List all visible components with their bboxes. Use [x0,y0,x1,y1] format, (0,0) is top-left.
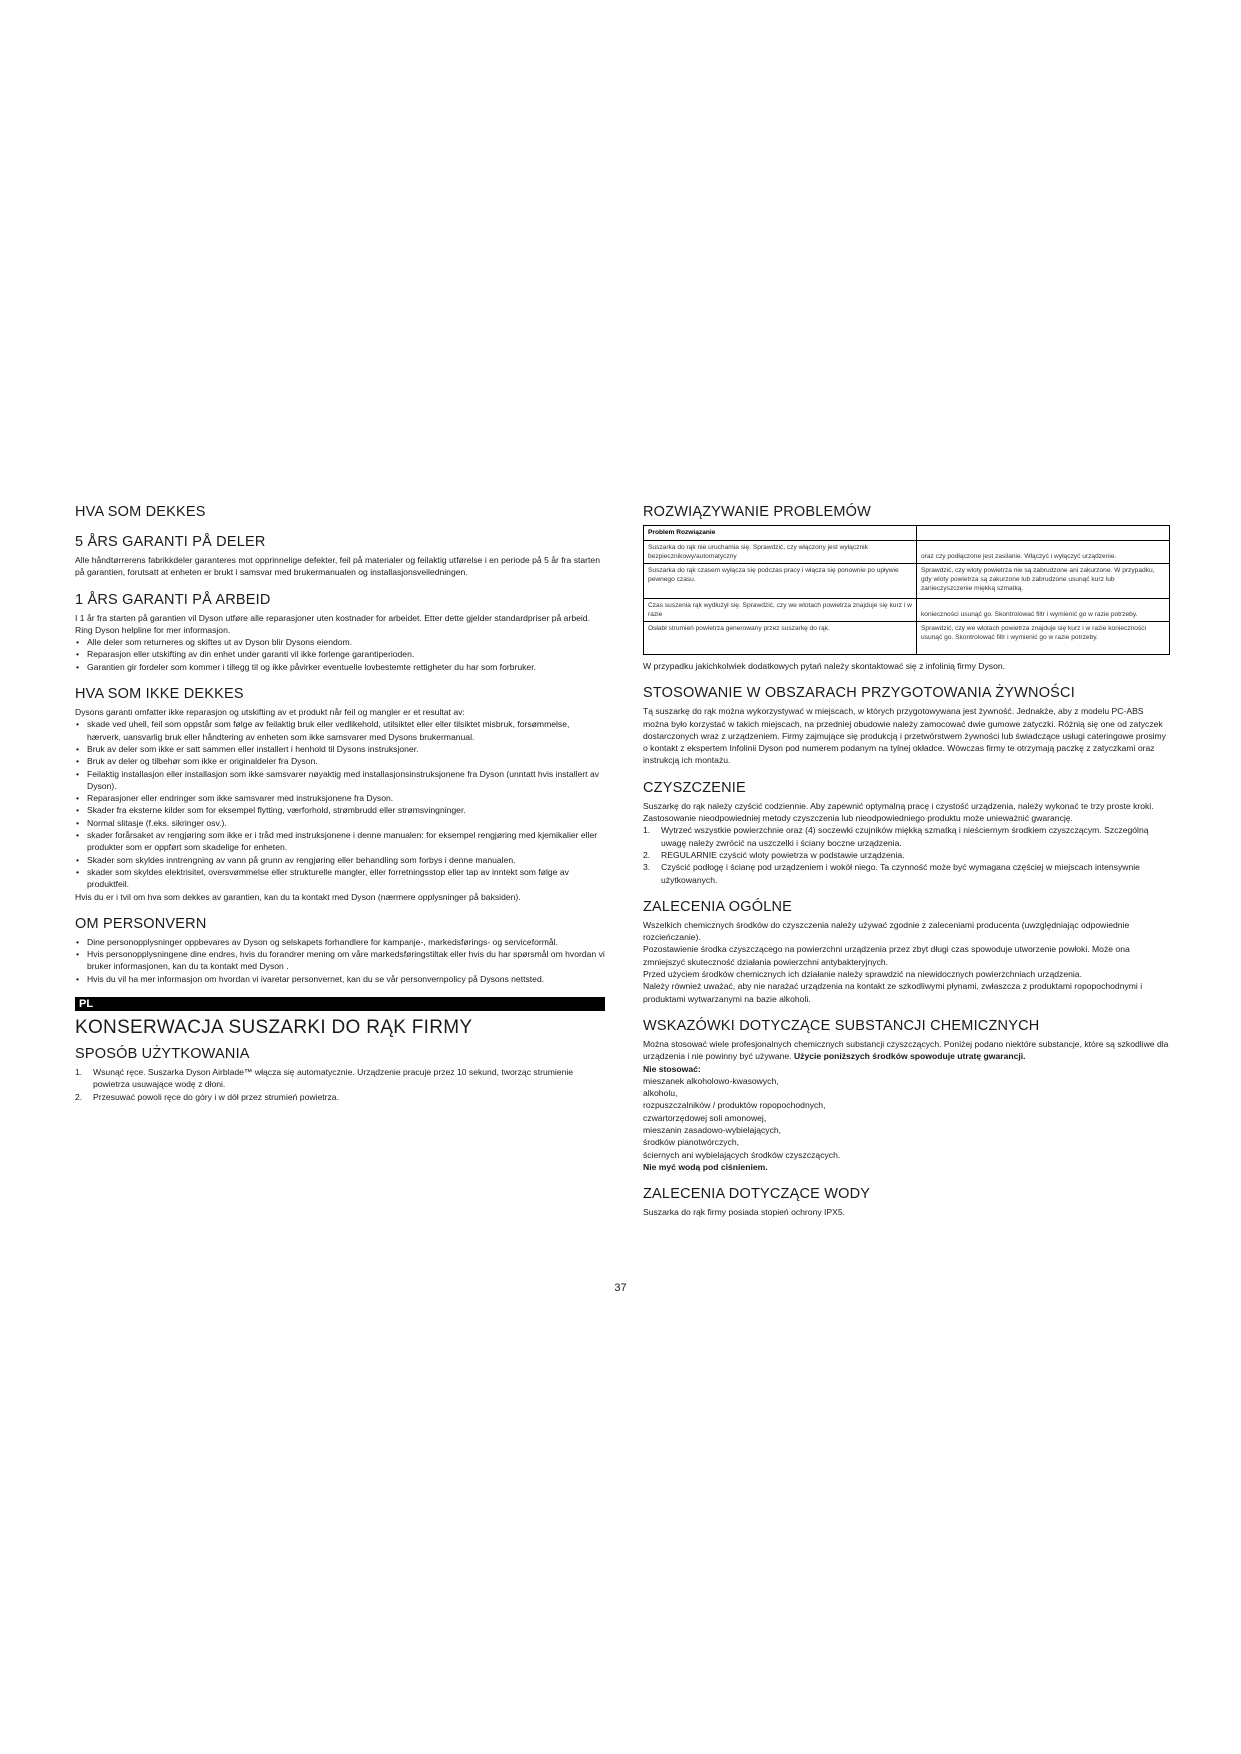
item-number: 1. [75,1067,83,1078]
list-item: • Bruk av deler og tilbehør som ikke er originaldeler fra Dyson. [75,755,605,767]
item-number: 2. [75,1091,83,1102]
page-number: 37 [614,1282,627,1294]
list-item: • Alle deler som returneres og skiftes ut av Dyson blir Dysons eiendom. [75,636,605,648]
list-item [75,1066,605,1091]
list-item: • Dine personopplysninger oppbevares av Dyson og selskapets forhandlere for kampanje-, markedsførings- og serviceformål. [75,936,605,948]
section-title-coverage: HVA SOM DEKKES [75,504,206,520]
table-header-row [644,526,1170,541]
general-line: Przed użyciem środków chemicznych ich działanie należy sprawdzić na niewidocznych powierzchniach urządzenia. [643,969,1082,980]
table-cell-problem: Osłabł strumień powietrza generowany przez suszarkę do rąk. [644,622,917,655]
section-title-cleaning: CZYSZCZENIE [643,779,746,796]
warranty-warning: Użycie poniższych środków spowoduje utratę gwarancji. [793,1051,1026,1062]
cleaning-list [643,824,1170,885]
table-cell-solution: oraz czy podłączone jest zasilanie. Włączyć i wyłączyć urządzenie. [917,541,1170,564]
table-cell-solution: konieczności usunąć go. Skontrolować filtr i wymienić go w razie potrzeby. [917,599,1170,622]
water-text: Suszarka do rąk firmy posiada stopień ochrony IPX5. [643,1207,846,1218]
item-number: 3. [643,862,651,873]
helpline-text: Ring Dyson helpline for mer informasjon. [75,624,231,635]
item-text: REGULARNIE czyścić wloty powietrza w podstawie urządzenia. [661,849,905,860]
list-item: • Skader som skyldes inntrengning av vann på grunn av rengjøring eller behandling som forbys i denne manualen. [75,854,605,866]
list-item: • skader som skyldes elektrisitet, oversvømmelse eller strukturelle mangler, eller forretningsstop eller tap av inntekt som følge av produktfeil. [75,866,605,891]
troubleshooting-table [643,525,1170,655]
item-text: Wytrzeć wszystkie powierzchnie oraz (4) soczewki czujników miękką szmatką i nieściernym środkiem czyszczącym. Szczególną uwagę należy zwrócić na uszczelki i ściany boczne urządzenia. [661,825,1149,848]
parts-warranty-text: Alle håndtørrerens fabrikkdeler garanteres mot opprinnelige defekter, feil på materialer og feilaktig utførelse i en periode på 5 år fra starten på garantien, forutsatt at enheten er brukt i samsvar med brukermanualen og installasjonsveiledningen. [75,555,600,578]
not-covered-list [75,718,605,890]
item-text: Przesuwać powoli ręce do góry i w dół przez strumień powietrza. [93,1091,339,1102]
table-cell-problem: Suszarka do rąk nie uruchamia się. Sprawdzić, czy włączony jest wyłącznik bezpiecznikowy/automatyczny [644,541,917,564]
item-number: 1. [643,825,651,836]
general-line: Należy również uważać, aby nie narażać urządzenia na kontakt ze szkodliwymi płynami, zwłaszcza z produktami ropopochodnymi i produktami wytwarzanymi na bazie alkoholi. [643,981,1143,1004]
language-bar-pl: PL [75,997,605,1011]
section-title-chemicals: WSKAZÓWKI DOTYCZĄCE SUBSTANCJI CHEMICZNYCH [643,1017,1040,1034]
table-row [644,599,1170,622]
section-title-usage: SPOSÓB UŻYTKOWANIA [75,1046,250,1063]
section-title-water: ZALECENIA DOTYCZĄCE WODY [643,1186,871,1203]
list-item [75,1091,605,1103]
list-item [643,824,1170,849]
right-column [643,503,1170,1219]
item-text: Czyścić podłogę i ścianę pod urządzeniem i wokół niego. Ta czynność może być wymagana częściej w miejscach intensywnie użytkowanych. [661,862,1140,885]
item-text: Wsunąć ręce. Suszarka Dyson Airblade™ włącza się automatycznie. Urządzenie pracuje przez 10 sekund, tworząc strumienie powietrza usuwające wodę z dłoni. [93,1067,574,1090]
general-line: Wszelkich chemicznych środków do czyszczenia należy używać zgodnie z zaleceniami producenta (uwzględniając odpowiednie rozcieńczanie). [643,919,1130,943]
section-title-general: ZALECENIA OGÓLNE [643,898,793,915]
list-item: • Reparasjon eller utskifting av din enhet under garanti vil ikke forlenge garantiperioden. [75,648,605,660]
list-item: • Garantien gir fordeler som kommer i tillegg til og ikke påvirker eventuelle lovbestemte rettigheter du har som forbruker. [75,661,605,673]
section-title-parts-warranty: 5 ÅRS GARANTI PÅ DELER [75,534,266,550]
list-item [643,861,1170,886]
section-title-troubleshooting: ROZWIĄZYWANIE PROBLEMÓW [643,504,872,520]
list-item: • skader forårsaket av rengjøring som ikke er i tråd med instruksjonene i denne manualen: for eksempel rengjøring med kjemikalier eller produkter som er oppført som skadelige for enheten. [75,829,605,854]
labour-warranty-text: I 1 år fra starten på garantien vil Dyson utføre alle reparasjoner uten kostnader for arbeidet. Etter dette gjelder standardpriser på arbeid. [75,612,590,623]
section-title-privacy: OM PERSONVERN [75,915,207,932]
item-number: 2. [643,849,651,860]
list-item: • Reparasjoner eller endringer som ikke samsvarer med instruksjonene fra Dyson. [75,792,605,804]
list-item [643,849,1170,861]
list-item: • skade ved uhell, feil som oppstår som følge av feilaktig bruk eller vedlikehold, utilsiktet eller eller tilsiktet misbruk, forsømmelse, hærverk, uansvarlig bruk eller håndtering av enheten som ikke samsvarer med Dysons brukermanual. [75,718,605,743]
table-header-cell: Problem Rozwiązanie [644,526,917,541]
chemical-item: ściernych ani wybielających środków czyszczących. [643,1149,841,1160]
list-item: • Hvis personopplysningene dine endres, hvis du forandrer mening om våre markedsføringstiltak eller hvis du har spørsmål om hvordan vi bruker informasjonen, kan du ta kontakt med Dyson . [75,948,605,973]
table-cell-solution: Sprawdzić, czy wloty powietrza nie są zabrudzone ani zakurzone. W przypadku, gdy wloty powietrza są zakurzone lub zabrudzone usunąć kurz lub zanieczyszczenie miękką szmatką. [917,564,1170,599]
list-item: • Bruk av deler som ikke er satt sammen eller installert i henhold til Dysons instruksjoner. [75,743,605,755]
chemical-item: środków pianotwórczych, [643,1137,740,1148]
chemical-item: alkoholu, [643,1088,678,1099]
table-row [644,564,1170,599]
table-row [644,541,1170,564]
troubleshooting-note: W przypadku jakichkolwiek dodatkowych pytań należy skontaktować się z infolinią firmy Dyson. [643,661,1006,671]
pressure-warning: Nie myć wodą pod ciśnieniem. [643,1161,768,1172]
not-covered-intro: Dysons garanti omfatter ikke reparasjon og utskifting av et produkt når feil og mangler er et resultat av: [75,707,465,718]
do-not-use-heading: Nie stosować: [643,1063,701,1074]
section-title-food-areas: STOSOWANIE W OBSZARACH PRZYGOTOWANIA ŻYWNOŚCI [643,685,1075,702]
list-item: • Feilaktig installasjon eller installasjon som ikke samsvarer nøyaktig med installasjonsinstruksjonene fra Dyson (unntatt hvis installert av Dyson). [75,768,605,793]
chemical-item: czwartorzędowej soli amonowej, [643,1112,767,1123]
table-cell-problem: Suszarka do rąk czasem wyłącza się podczas pracy i włącza się ponownie po upływie pewnego czasu. [644,564,917,599]
section-title-not-covered: HVA SOM IKKE DEKKES [75,686,244,703]
list-item: • Normal slitasje (f.eks. sikringer osv.). [75,817,605,829]
table-cell-problem: Czas suszenia rąk wydłużył się. Sprawdzić, czy we wlotach powietrza znajduje się kurz i w razie [644,599,917,622]
table-header-cell-empty [917,526,1170,541]
chemical-item: mieszanek alkoholowo-kwasowych, [643,1075,779,1086]
list-item: • Skader fra eksterne kilder som for eksempel flytting, værforhold, strømbrudd eller strømsvingninger. [75,804,605,816]
labour-warranty-list [75,636,605,673]
table-row [644,622,1170,655]
chemicals-text: Można stosować wiele profesjonalnych chemicznych substancji czyszczących. Poniżej podano niektóre substancje, które są szkodliwe dla urządzenia i nie powinny być używane. Użycie poniższych środków spowoduje utratę gwarancji. [643,1038,1169,1062]
food-areas-text: Tą suszarkę do rąk można wykorzystywać w miejscach, w których przygotowywana jest żywność. Jednakże, aby z modelu PC-ABS można było korzystać w takich miejscach, na przedniej obudowie należy zamocować dwie gumowe zatyczki. Różnią się one od zatyczek dostarczonych wraz z urządzeniem. Firmy zajmujące się produkcją i przetwórstwem żywności lub świadczące usługi cateringowe prosimy o kontakt z ekspertem Infolinii Dyson pod numerem podanym na tylnej okładce. Wówczas firmy te otrzymają paczkę z zatyczkami oraz instrukcją ich montażu. [643,706,1166,766]
list-item: • Hvis du vil ha mer informasjon om hvordan vi ivaretar personvernet, kan du se vår personvernpolicy på Dysons nettsted. [75,973,605,985]
general-line: Pozostawienie środka czyszczącego na powierzchni urządzenia przez zbyt długi czas spowoduje utworzenie powłoki. Może ona zmniejszyć skuteczność działania powierzchni antybakteryjnych. [643,944,1130,967]
left-column [75,503,605,1103]
privacy-list [75,936,605,985]
not-covered-contact: Hvis du er i tvil om hva som dekkes av garantien, kan du ta kontakt med Dyson (nærmere opplysninger på baksiden). [75,891,521,902]
table-cell-solution: Sprawdzić, czy we wlotach powietrza znajduje się kurz i w razie konieczności usunąć go. Skontrolować filtr i wymienić go w razie potrzeby. [917,622,1170,655]
page-title-pl: KONSERWACJA SUSZARKI DO RĄK FIRMY [75,1017,473,1039]
usage-list [75,1066,605,1103]
chemical-item: mieszanin zasadowo-wybielających, [643,1125,782,1136]
section-title-labour-warranty: 1 ÅRS GARANTI PÅ ARBEID [75,591,271,608]
chemical-item: rozpuszczalników / produktów ropopochodnych, [643,1100,826,1111]
cleaning-text: Suszarkę do rąk należy czyścić codziennie. Aby zapewnić optymalną pracę i czystość urządzenia, należy wykonać te trzy proste kroki. Zastosowanie nieodpowiedniej metody czyszczenia lub nieodpowiedniego produktu może unieważnić gwarancję. [643,800,1154,824]
